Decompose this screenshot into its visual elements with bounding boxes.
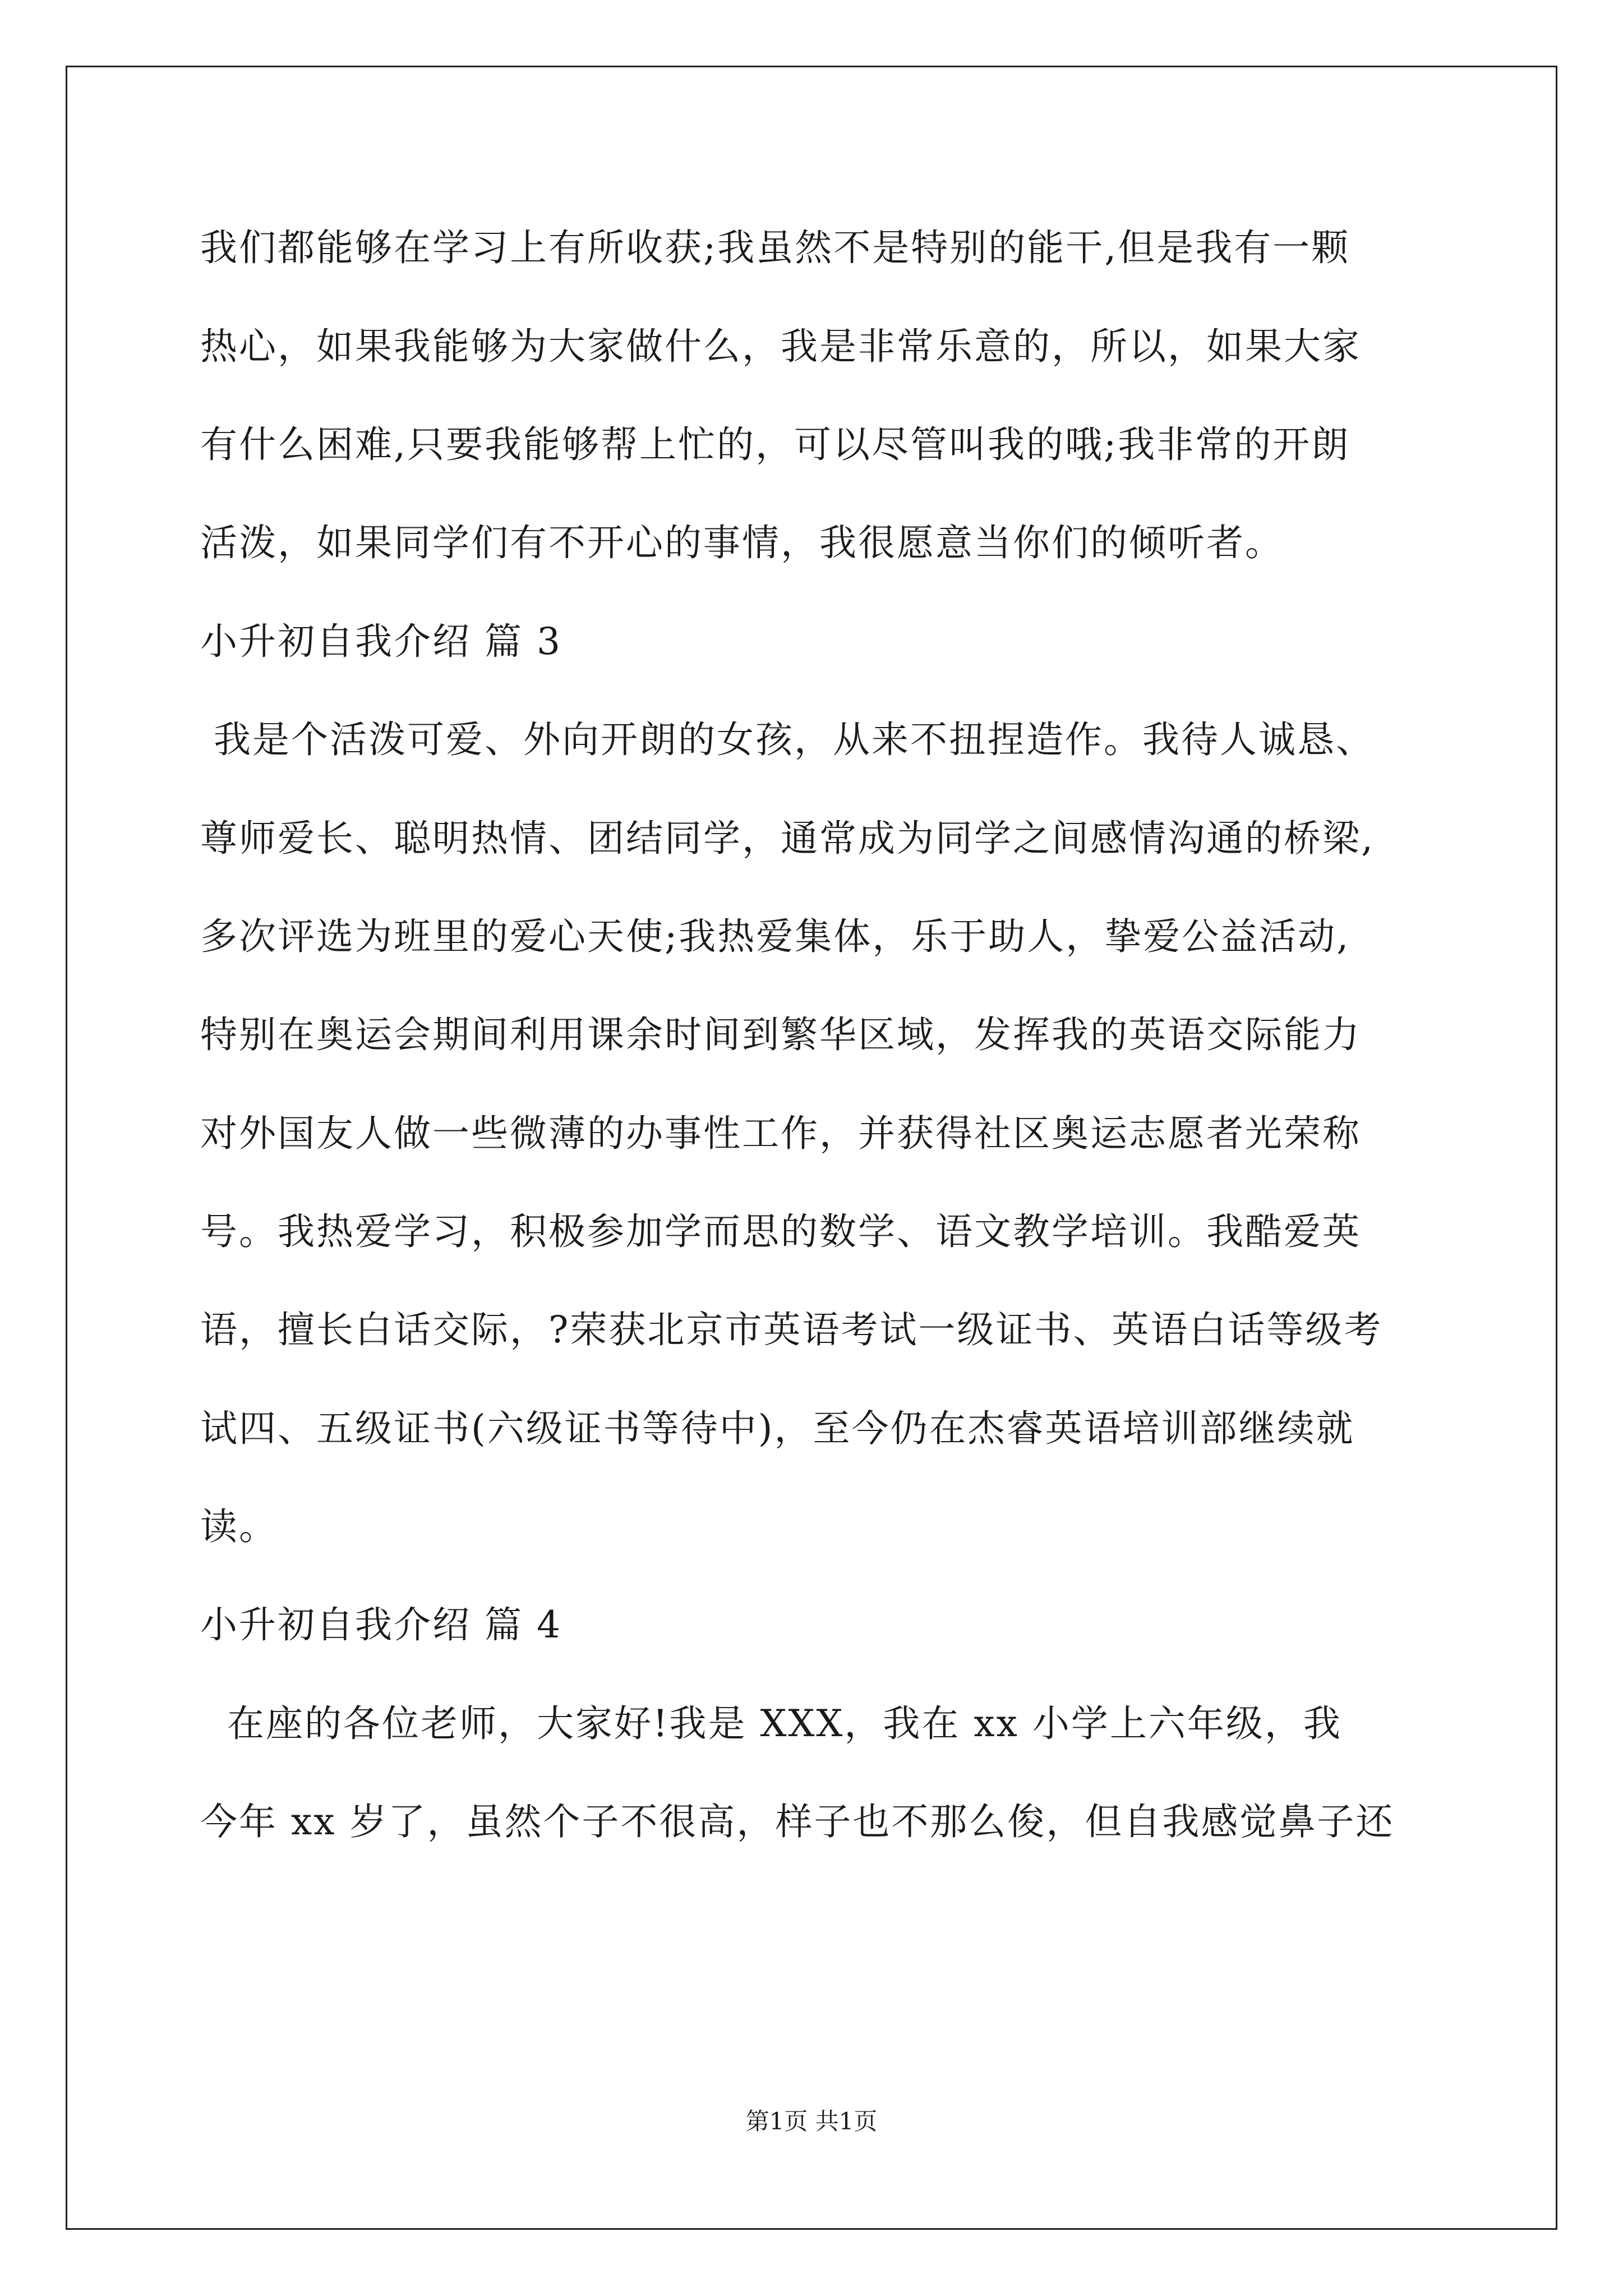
text-line: 我们都能够在学习上有所收获;我虽然不是特别的能干,但是我有一颗 [200,226,1350,269]
text-line: 热心，如果我能够为大家做什么，我是非常乐意的，所以，如果大家 [200,325,1361,368]
text-line: 对外国友人做一些微薄的办事性工作，并获得社区奥运志愿者光荣称 [200,1112,1361,1155]
section-heading: 小升初自我介绍 篇 3 [200,620,562,663]
text-line: 语，擅长白话交际，?荣获北京市英语考试一级证书、英语白话等级考 [200,1308,1383,1351]
text-line: 特别在奥运会期间利用课余时间到繁华区域，发挥我的英语交际能力 [200,1013,1361,1056]
text-line: 我是个活泼可爱、外向开朗的女孩，从来不扭捏造作。我待人诚恳、 [200,718,1375,761]
text-line: 有什么困难,只要我能够帮上忙的，可以尽管叫我的哦;我非常的开朗 [200,423,1350,466]
text-line: 试四、五级证书(六级证书等待中)，至今仍在杰睿英语培训部继续就 [200,1407,1355,1450]
section-heading: 小升初自我介绍 篇 4 [200,1603,562,1646]
text-line: 活泼，如果同学们有不开心的事情，我很愿意当你们的倾听者。 [200,521,1284,564]
text-line: 今年 xx 岁了，虽然个子不很高，样子也不那么俊，但自我感觉鼻子还 [200,1800,1395,1843]
text-line: 在座的各位老师，大家好!我是 XXX，我在 xx 小学上六年级，我 [200,1702,1342,1745]
page-footer: 第1页 共1页 [745,2108,878,2135]
text-line: 尊师爱长、聪明热情、团结同学，通常成为同学之间感情沟通的桥梁, [200,817,1375,860]
text-line: 多次评选为班里的爱心天使;我热爱集体，乐于助人，挚爱公益活动, [200,915,1350,958]
text-line: 号。我热爱学习，积极参加学而思的数学、语文教学培训。我酷爱英 [200,1210,1361,1253]
text-line: 读。 [200,1505,278,1548]
